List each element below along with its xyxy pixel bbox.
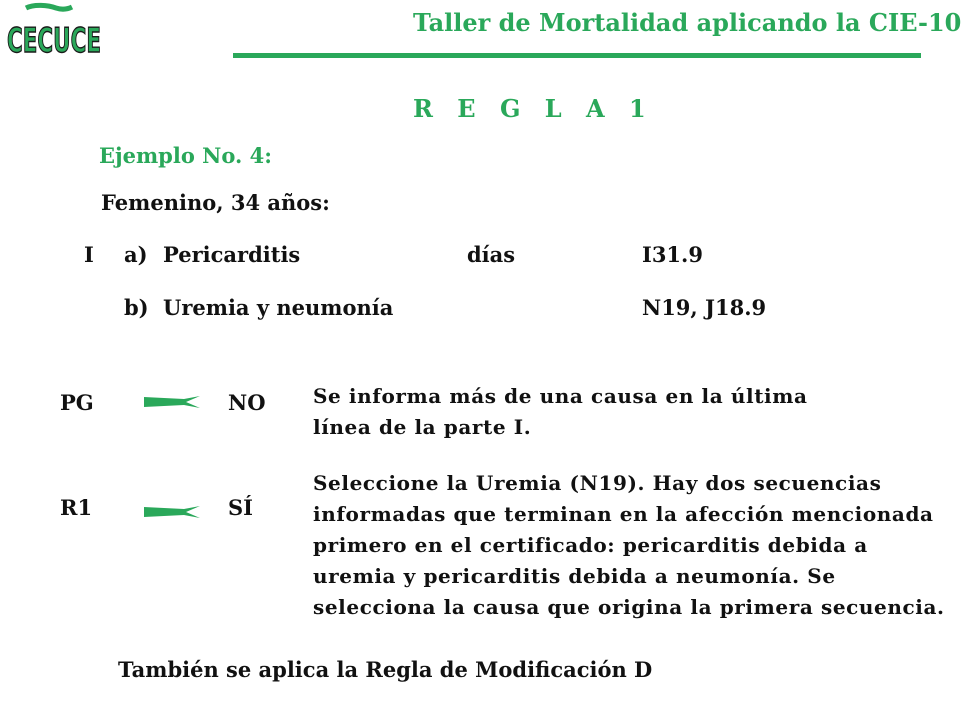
- line-b-letter: b): [124, 295, 149, 320]
- header-title: Taller de Mortalidad aplicando la CIE-10: [413, 8, 961, 37]
- step-explanation: Seleccione la Uremia (N19). Hay dos secuencias informadas que terminan en la afección mencionada primero en el certificado: pericarditis debida a uremia y pericarditis debida a neumonía. Se selecciona la causa que origina la primera secuencia.: [313, 471, 945, 619]
- step-answer: NO: [228, 390, 266, 415]
- right-arrow-icon: [144, 501, 200, 523]
- step-rule: R1: [60, 495, 93, 520]
- line-a-duration: días: [467, 242, 516, 267]
- footer-note: También se aplica la Regla de Modificación D: [118, 657, 653, 682]
- step-rule: PG: [60, 390, 94, 415]
- cecuce-logo-graphic: [4, 2, 104, 64]
- patient-description: Femenino, 34 años:: [101, 190, 330, 215]
- line-a-condition: Pericarditis: [163, 242, 301, 267]
- right-arrow-icon: [144, 391, 200, 413]
- step-explanation: Se informa más de una causa en la última línea de la parte I.: [313, 384, 808, 439]
- logo-text: CECUCE: [7, 21, 101, 61]
- example-label: Ejemplo No. 4:: [99, 143, 272, 168]
- header-rule: [233, 53, 921, 58]
- line-b-condition: Uremia y neumonía: [163, 295, 394, 320]
- rule-title: R E G L A 1: [413, 94, 654, 123]
- step-answer: SÍ: [228, 495, 253, 520]
- cecuce-logo: [4, 2, 104, 64]
- line-a-letter: a): [124, 242, 148, 267]
- certificate-part: I: [84, 242, 94, 267]
- line-b-code: N19, J18.9: [642, 295, 767, 320]
- line-a-code: I31.9: [642, 242, 703, 267]
